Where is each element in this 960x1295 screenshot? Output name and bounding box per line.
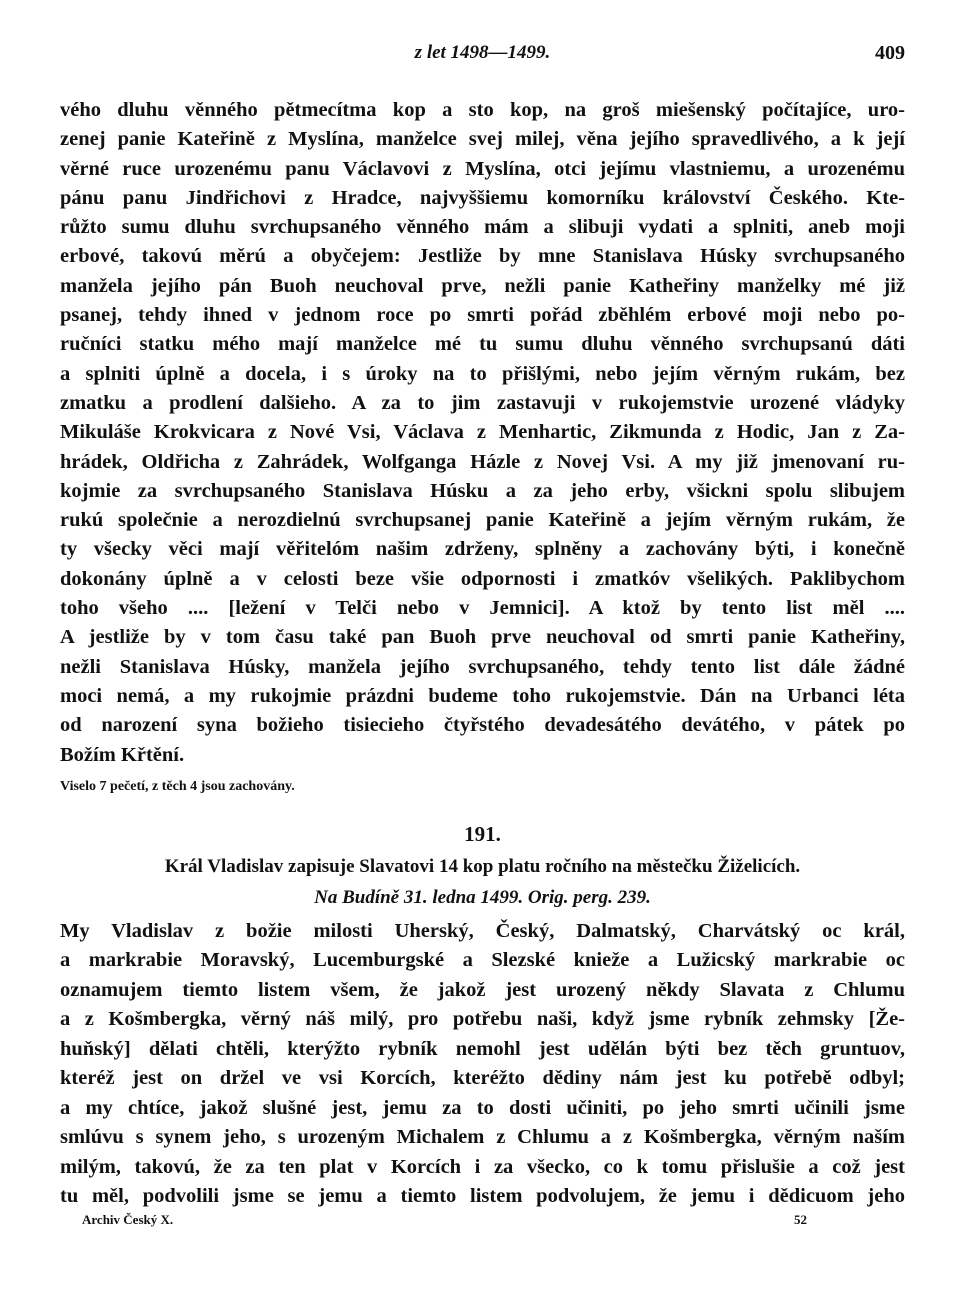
text-line: manžela jejího pán Buoh neuchoval prve, nežli panie Katheřiny manželky mé již bbox=[60, 274, 905, 297]
text-line: Božím Křtění. bbox=[60, 743, 185, 766]
document-summary: Král Vladislav zapisuje Slavatovi 14 kop platu ročního na městečku Žiželicích. bbox=[164, 855, 801, 877]
text-line: moci nemá, a my rukojmie prázdni budeme toho rukojemstvie. Dán na Urbanci léta bbox=[60, 684, 905, 707]
text-line: a splniti úplně a docela, i s úroky na to přišlými, nebo jejím věrným rukám, bez bbox=[60, 362, 905, 385]
text-line: oznamujem tiemto listem všem, že jakož jest urozený někdy Slavata z Chlumu bbox=[60, 978, 905, 1001]
text-line: nežli Stanislava Húsky, manžela jejího svrchupsaného, tehdy tento list dále žádné bbox=[60, 655, 905, 678]
text-line: huňský] dělati chtěli, kterýžto rybník nemohl jest udělán býti bez těch gruntuov, bbox=[60, 1037, 905, 1060]
footer-sheet-number: 52 bbox=[794, 1212, 807, 1227]
body-text bbox=[60, 96, 905, 1212]
text-line: od narození syna božieho tisiecieho čtyřstého devadesátého devátého, v pátek po bbox=[60, 714, 905, 737]
text-line: milým, takovú, že za ten plat v Korcích i za všecko, co k tomu přislušie a což jest bbox=[60, 1155, 905, 1178]
section-document-191 bbox=[60, 917, 905, 1212]
text-line: ty všecky věci mají věřitelóm našim zdrženy, splněny a zachovány býti, i konečně bbox=[60, 538, 905, 561]
text-line: vého dluhu věnného pětmecítma kop a sto kop, na groš miešenský počítajíce, uro- bbox=[60, 99, 905, 121]
text-line: dokonány úplně a v celosti beze všie odpornosti i zmatkóv všelikých. Paklibychom bbox=[60, 567, 905, 590]
text-line: hrádek, Oldřicha z Zahrádek, Wolfganga Házle z Novej Vsi. A my již jmenovaní ru- bbox=[60, 450, 905, 473]
text-line: růžto sumu dluhu svrchupsaného věnného mám a slibuji vydati a splniti, aneb moji bbox=[60, 216, 905, 239]
text-line: smlúvu s synem jeho, s urozeným Michalem z Chlumu a z Košmbergka, věrným naším bbox=[60, 1126, 905, 1149]
section-previous-document bbox=[60, 96, 905, 770]
text-line: a z Košmbergka, věrný náš milý, pro potřebu naši, když jsme rybník zehmsky [Že- bbox=[60, 1008, 905, 1031]
page-footer bbox=[60, 1212, 905, 1236]
text-line: psanej, tehdy ihned v jednom roce po smrti pořád zběhlém erbové moji nebo po- bbox=[60, 304, 905, 327]
text-line: tu měl, podvolili jsme se jemu a tiemto listem podvolujem, že jemu i dědicuom jeho bbox=[60, 1185, 905, 1208]
text-line: kojmie za svrchupsaného Stanislava Húsku a za jeho erby, všickni spolu slibujem bbox=[60, 479, 905, 502]
text-line: zmatku a prodlení dalšieho. A za to jim zastavuji v rukojemstvie urozené vládyky bbox=[60, 391, 905, 414]
running-head: z let 1498—1499. bbox=[414, 42, 551, 63]
text-line: erbové, takovú měrú a obyčejem: Jestliže by mne Stanislava Húsky svrchupsaného bbox=[60, 245, 905, 268]
text-line: ručníci statku mého mají manželce mé tu sumu dluhu věnného svrchupsanú dáti bbox=[60, 333, 905, 356]
page-header bbox=[60, 42, 905, 72]
seal-note: Viselo 7 pečetí, z těch 4 jsou zachovány. bbox=[60, 778, 295, 794]
text-line: rukú společnie a nerozdielnú svrchupsanej panie Kateřině a jejím věrným rukám, že bbox=[60, 509, 905, 532]
text-line: a my chtíce, jakož slušné jest, jemu za to dosti učiniti, po jeho smrti učinili jsme bbox=[60, 1096, 905, 1119]
text-line: zenej panie Kateřině z Myslína, manželce svej milej, věna jejího spravedlivého, a k její bbox=[60, 128, 905, 151]
footer-signature: Archiv Český X. bbox=[82, 1212, 174, 1227]
text-line: Mikuláše Krokvicara z Nové Vsi, Václava z Menhartic, Zikmunda z Hodic, Jan z Za- bbox=[60, 421, 905, 444]
text-line: toho všeho .... [ležení v Telči nebo v Jemnici]. A ktož by tento list měl .... bbox=[60, 597, 905, 620]
document-source: Na Budíně 31. ledna 1499. Orig. perg. 239. bbox=[314, 886, 651, 908]
text-line: věrné ruce urozenému panu Václavovi z Myslína, otci jejímu vlastniemu, a urozenému bbox=[60, 157, 905, 180]
text-line: pánu panu Jindřichovi z Hradce, najvyššiemu komorníku království Českého. Kte- bbox=[60, 186, 905, 209]
text-line: kteréž jest on držel ve vsi Korcích, kteréžto dědiny nám jest ku potřebě odbyl; bbox=[60, 1067, 905, 1090]
page-number: 409 bbox=[875, 42, 905, 64]
document-number: 191. bbox=[464, 821, 501, 846]
text-line: My Vladislav z božie milosti Uherský, Český, Dalmatský, Charvátský oc král, bbox=[60, 919, 905, 942]
text-line: a markrabie Moravský, Lucemburgské a Slezské knieže a Lužicský markrabie oc bbox=[60, 949, 905, 972]
text-line: A jestliže by v tom času také pan Buoh prve neuchoval od smrti panie Katheřiny, bbox=[60, 626, 905, 649]
